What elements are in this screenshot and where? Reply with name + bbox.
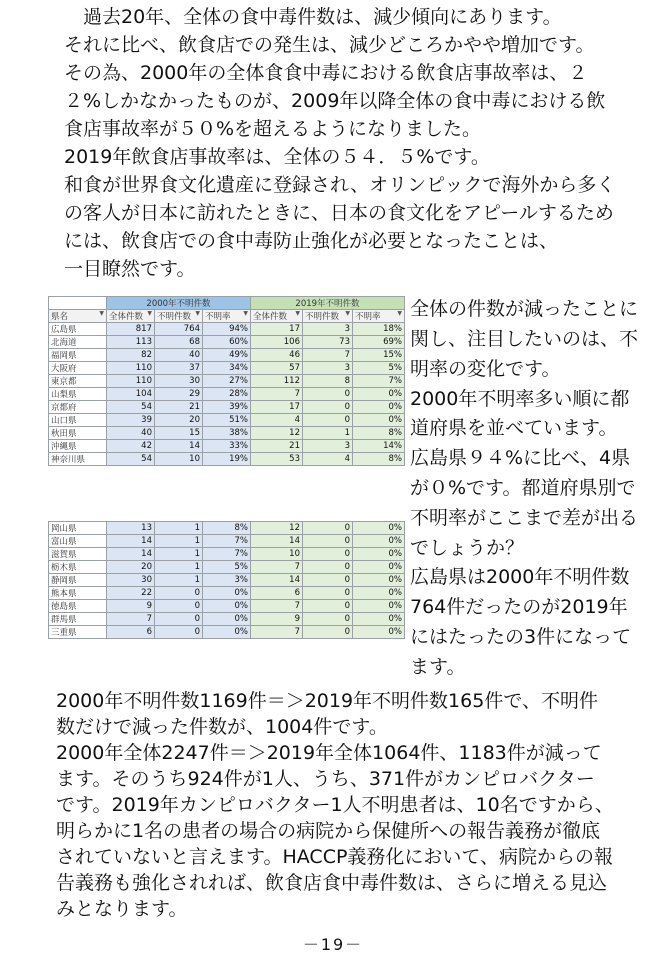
- col-header-pref[interactable]: [49, 310, 107, 323]
- filter-dropdown-icon[interactable]: ▼: [345, 310, 350, 317]
- cell-rate-2000: 28%: [203, 388, 251, 401]
- intro-line: それに比べ、飲食店での発生は、減少どころかやや増加です。: [64, 34, 595, 56]
- cell-unknown-2000: 37: [155, 362, 203, 375]
- cell-total-2019: 7: [251, 561, 303, 574]
- cell-unknown-2000: 14: [155, 440, 203, 453]
- page-number: －19－: [302, 935, 364, 954]
- cell-total-2019: 17: [251, 401, 303, 414]
- cell-pref: 山口県: [49, 414, 107, 427]
- table-row: [49, 362, 405, 375]
- cell-total-2000: 110: [107, 362, 155, 375]
- cell-rate-2019: 0%: [353, 587, 405, 600]
- col-header-label: 全体件数: [253, 312, 288, 322]
- bottom-line: 数だけで減った件数が、1004件です。: [56, 716, 388, 738]
- cell-pref: 神奈川県: [49, 453, 107, 466]
- cell-pref: 熊本県: [49, 587, 107, 600]
- side-line: ます。: [410, 656, 466, 678]
- side-line: にはたったの3件になって: [410, 626, 632, 648]
- intro-line: 過去20年、全体の食中毒件数は、減少傾向にあります。: [64, 6, 562, 28]
- intro-line: 和食が世界食文化遺産に登録され、オリンピックで海外から多く: [64, 174, 616, 196]
- table-row: [49, 522, 405, 535]
- cell-total-2019: 46: [251, 349, 303, 362]
- cell-rate-2000: 0%: [203, 600, 251, 613]
- intro-line: 一目瞭然です。: [64, 258, 196, 280]
- bottom-line: 2000年不明件数1169件＝＞2019年不明件数165件で、不明件: [56, 690, 598, 712]
- cell-unknown-2019: 0: [303, 626, 353, 639]
- cell-total-2019: 53: [251, 453, 303, 466]
- cell-rate-2000: 8%: [203, 522, 251, 535]
- cell-unknown-2019: 0: [303, 548, 353, 561]
- cell-rate-2019: 0%: [353, 388, 405, 401]
- cell-rate-2019: 0%: [353, 535, 405, 548]
- side-line: 道府県を並べています。: [410, 417, 618, 439]
- cell-pref: 群馬県: [49, 613, 107, 626]
- cell-rate-2019: 69%: [353, 336, 405, 349]
- cell-total-2000: 9: [107, 600, 155, 613]
- cell-rate-2019: 0%: [353, 522, 405, 535]
- table-row: [49, 548, 405, 561]
- cell-pref: 京都府: [49, 401, 107, 414]
- col-header-unknown-2000[interactable]: [155, 310, 203, 323]
- cell-unknown-2019: 0: [303, 388, 353, 401]
- cell-pref: 福岡県: [49, 349, 107, 362]
- bottom-line: されていないと言えます。HACCP義務化において、病院からの報: [56, 846, 614, 868]
- bottom-line: 明らかに1名の患者の場合の病院から保健所への報告義務が徹底: [56, 820, 601, 842]
- cell-rate-2019: 0%: [353, 600, 405, 613]
- side-line: が０%です。都道府県別で: [410, 477, 636, 499]
- side-line: 764件だったのが2019年: [410, 596, 628, 618]
- cell-unknown-2000: 15: [155, 427, 203, 440]
- table-row: [49, 427, 405, 440]
- cell-unknown-2019: 0: [303, 600, 353, 613]
- cell-unknown-2019: 0: [303, 401, 353, 414]
- cell-total-2019: 12: [251, 522, 303, 535]
- intro-line: ２%しかなかったものが、2009年以降全体の食中毒における飲: [64, 90, 606, 112]
- cell-rate-2000: 51%: [203, 414, 251, 427]
- cell-unknown-2000: 0: [155, 613, 203, 626]
- cell-unknown-2019: 3: [303, 323, 353, 336]
- table-row: [49, 336, 405, 349]
- bottom-line: みとなります。: [56, 898, 188, 920]
- cell-rate-2019: 0%: [353, 613, 405, 626]
- bottom-line: 告義務も強化されれば、飲食店食中毒件数は、さらに増える見込: [56, 872, 608, 894]
- cell-unknown-2019: 0: [303, 522, 353, 535]
- cell-total-2019: 6: [251, 587, 303, 600]
- cell-unknown-2000: 1: [155, 561, 203, 574]
- cell-unknown-2000: 20: [155, 414, 203, 427]
- intro-line: その為、2000年の全体食食中毒における飲食店事故率は、２: [64, 62, 588, 84]
- cell-unknown-2019: 0: [303, 574, 353, 587]
- cell-pref: 沖縄県: [49, 440, 107, 453]
- cell-unknown-2019: 0: [303, 414, 353, 427]
- col-header-unknown-2019[interactable]: [303, 310, 353, 323]
- cell-unknown-2019: 0: [303, 561, 353, 574]
- cell-total-2019: 14: [251, 574, 303, 587]
- cell-rate-2000: 7%: [203, 535, 251, 548]
- cell-rate-2000: 60%: [203, 336, 251, 349]
- cell-total-2000: 13: [107, 522, 155, 535]
- table-row: [49, 388, 405, 401]
- col-header-label: 県名: [51, 312, 69, 322]
- cell-pref: 山梨県: [49, 388, 107, 401]
- cell-total-2000: 110: [107, 375, 155, 388]
- cell-unknown-2000: 764: [155, 323, 203, 336]
- cell-unknown-2019: 1: [303, 427, 353, 440]
- cell-pref: 北海道: [49, 336, 107, 349]
- cell-total-2000: 817: [107, 323, 155, 336]
- cell-pref: 滋賀県: [49, 548, 107, 561]
- cell-rate-2000: 19%: [203, 453, 251, 466]
- cell-total-2019: 106: [251, 336, 303, 349]
- table-row: [49, 323, 405, 336]
- cell-unknown-2019: 8: [303, 375, 353, 388]
- filter-dropdown-icon[interactable]: ▼: [147, 310, 152, 317]
- cell-unknown-2000: 0: [155, 626, 203, 639]
- table-row: [49, 600, 405, 613]
- cell-rate-2019: 18%: [353, 323, 405, 336]
- cell-pref: 大阪府: [49, 362, 107, 375]
- cell-unknown-2000: 1: [155, 535, 203, 548]
- cell-rate-2000: 94%: [203, 323, 251, 336]
- col-header-label: 不明件数: [157, 312, 192, 322]
- col-header-label: 不明件数: [305, 312, 340, 322]
- cell-total-2019: 4: [251, 414, 303, 427]
- cell-rate-2000: 0%: [203, 587, 251, 600]
- side-line: 広島県は2000年不明件数: [410, 566, 630, 588]
- cell-total-2000: 14: [107, 548, 155, 561]
- bottom-line: です。2019年カンピロバクター1人不明患者は、10名ですから、: [56, 794, 614, 816]
- cell-rate-2019: 0%: [353, 626, 405, 639]
- cell-total-2019: 57: [251, 362, 303, 375]
- cell-unknown-2000: 68: [155, 336, 203, 349]
- bottom-line: 2000年全体2247件＝＞2019年全体1064件、1183件が減って: [56, 742, 602, 764]
- col-header-rate-2019[interactable]: [353, 310, 405, 323]
- cell-unknown-2019: 3: [303, 440, 353, 453]
- cell-total-2000: 6: [107, 626, 155, 639]
- intro-line: 2019年飲食店事故率は、全体の５４．５%です。: [64, 146, 490, 168]
- cell-total-2000: 40: [107, 427, 155, 440]
- cell-rate-2019: 0%: [353, 414, 405, 427]
- cell-unknown-2019: 0: [303, 535, 353, 548]
- cell-total-2019: 14: [251, 535, 303, 548]
- col-header-total-2019[interactable]: [251, 310, 303, 323]
- col-header-rate-2000[interactable]: [203, 310, 251, 323]
- filter-dropdown-icon[interactable]: ▼: [243, 310, 248, 317]
- cell-rate-2000: 38%: [203, 427, 251, 440]
- unknown-rate-table-top: [48, 296, 405, 466]
- cell-unknown-2000: 40: [155, 349, 203, 362]
- cell-unknown-2019: 3: [303, 362, 353, 375]
- cell-rate-2019: 8%: [353, 427, 405, 440]
- intro-line: には、飲食店での食中毒防止強化が必要となったことは、: [64, 230, 559, 252]
- cell-total-2019: 12: [251, 427, 303, 440]
- filter-dropdown-icon[interactable]: ▼: [99, 310, 104, 317]
- side-line: 明率の変化です。: [410, 358, 561, 380]
- col-header-label: 不明率: [355, 312, 381, 322]
- col-header-label: 全体件数: [109, 312, 144, 322]
- side-line: 2000年不明率多い順に都: [410, 388, 630, 410]
- cell-unknown-2000: 0: [155, 587, 203, 600]
- intro-line: の客人が日本に訪れたときに、日本の食文化をアピールするため: [64, 202, 614, 224]
- cell-rate-2019: 0%: [353, 574, 405, 587]
- cell-pref: 秋田県: [49, 427, 107, 440]
- cell-rate-2000: 0%: [203, 613, 251, 626]
- cell-unknown-2000: 30: [155, 375, 203, 388]
- cell-rate-2000: 34%: [203, 362, 251, 375]
- cell-unknown-2000: 29: [155, 388, 203, 401]
- cell-unknown-2019: 7: [303, 349, 353, 362]
- cell-pref: 富山県: [49, 535, 107, 548]
- cell-unknown-2019: 0: [303, 613, 353, 626]
- cell-unknown-2000: 21: [155, 401, 203, 414]
- cell-rate-2000: 5%: [203, 561, 251, 574]
- side-line: 関し、注目したいのは、不: [410, 328, 639, 350]
- table-corner: [49, 297, 107, 310]
- cell-total-2019: 7: [251, 388, 303, 401]
- cell-total-2000: 104: [107, 388, 155, 401]
- table-row: [49, 349, 405, 362]
- cell-total-2019: 7: [251, 626, 303, 639]
- cell-rate-2019: 14%: [353, 440, 405, 453]
- cell-total-2000: 54: [107, 401, 155, 414]
- col-header-label: 不明率: [205, 312, 231, 322]
- cell-rate-2000: 0%: [203, 626, 251, 639]
- cell-pref: 栃木県: [49, 561, 107, 574]
- side-line: 全体の件数が減ったことに: [410, 298, 639, 320]
- cell-total-2000: 42: [107, 440, 155, 453]
- table-row: [49, 626, 405, 639]
- table-row: [49, 440, 405, 453]
- cell-pref: 三重県: [49, 626, 107, 639]
- cell-total-2019: 112: [251, 375, 303, 388]
- table-row: [49, 453, 405, 466]
- cell-total-2000: 54: [107, 453, 155, 466]
- group-header-2000: 2000年不明件数: [107, 297, 251, 310]
- cell-unknown-2000: 0: [155, 600, 203, 613]
- unknown-rate-table-bottom: [48, 521, 405, 639]
- side-line: 広島県９４%に比べ、4県: [410, 447, 631, 469]
- bottom-line: ます。そのうち924件が1人、うち、371件がカンピロバクター: [56, 768, 595, 790]
- cell-rate-2019: 5%: [353, 362, 405, 375]
- cell-rate-2019: 8%: [353, 453, 405, 466]
- table-column-header-row: [49, 310, 405, 323]
- cell-total-2019: 9: [251, 613, 303, 626]
- group-header-2019: 2019年不明件数: [251, 297, 405, 310]
- side-line: でしょうか？: [410, 537, 525, 559]
- cell-total-2000: 20: [107, 561, 155, 574]
- cell-pref: 広島県: [49, 323, 107, 336]
- cell-rate-2019: 0%: [353, 401, 405, 414]
- cell-rate-2019: 0%: [353, 548, 405, 561]
- cell-rate-2000: 7%: [203, 548, 251, 561]
- cell-pref: 東京都: [49, 375, 107, 388]
- cell-pref: 岡山県: [49, 522, 107, 535]
- cell-unknown-2000: 1: [155, 522, 203, 535]
- cell-pref: 静岡県: [49, 574, 107, 587]
- cell-total-2019: 17: [251, 323, 303, 336]
- table-row: [49, 613, 405, 626]
- cell-rate-2000: 49%: [203, 349, 251, 362]
- cell-rate-2000: 3%: [203, 574, 251, 587]
- cell-rate-2019: 0%: [353, 561, 405, 574]
- table-row: [49, 535, 405, 548]
- cell-rate-2000: 33%: [203, 440, 251, 453]
- cell-rate-2019: 7%: [353, 375, 405, 388]
- filter-dropdown-icon[interactable]: ▼: [397, 310, 402, 317]
- cell-rate-2019: 15%: [353, 349, 405, 362]
- cell-rate-2000: 27%: [203, 375, 251, 388]
- cell-unknown-2000: 1: [155, 574, 203, 587]
- cell-unknown-2019: 0: [303, 587, 353, 600]
- cell-total-2000: 82: [107, 349, 155, 362]
- filter-dropdown-icon[interactable]: ▼: [195, 310, 200, 317]
- col-header-total-2000[interactable]: [107, 310, 155, 323]
- table-row: [49, 414, 405, 427]
- cell-unknown-2000: 10: [155, 453, 203, 466]
- cell-rate-2000: 39%: [203, 401, 251, 414]
- table-row: [49, 587, 405, 600]
- table-row: [49, 561, 405, 574]
- cell-total-2019: 10: [251, 548, 303, 561]
- table-group-header-row: [49, 297, 405, 310]
- cell-total-2000: 22: [107, 587, 155, 600]
- cell-unknown-2019: 73: [303, 336, 353, 349]
- cell-total-2000: 30: [107, 574, 155, 587]
- table-row: [49, 574, 405, 587]
- cell-total-2000: 7: [107, 613, 155, 626]
- cell-unknown-2000: 1: [155, 548, 203, 561]
- table-row: [49, 375, 405, 388]
- cell-unknown-2019: 4: [303, 453, 353, 466]
- cell-total-2019: 21: [251, 440, 303, 453]
- cell-total-2019: 7: [251, 600, 303, 613]
- cell-total-2000: 113: [107, 336, 155, 349]
- cell-pref: 徳島県: [49, 600, 107, 613]
- side-line: 不明率がここまで差が出る: [410, 507, 639, 529]
- intro-line: 食店事故率が５０%を超えるようになりました。: [64, 118, 482, 140]
- table-row: [49, 401, 405, 414]
- cell-total-2000: 14: [107, 535, 155, 548]
- filter-dropdown-icon[interactable]: ▼: [295, 310, 300, 317]
- cell-total-2000: 39: [107, 414, 155, 427]
